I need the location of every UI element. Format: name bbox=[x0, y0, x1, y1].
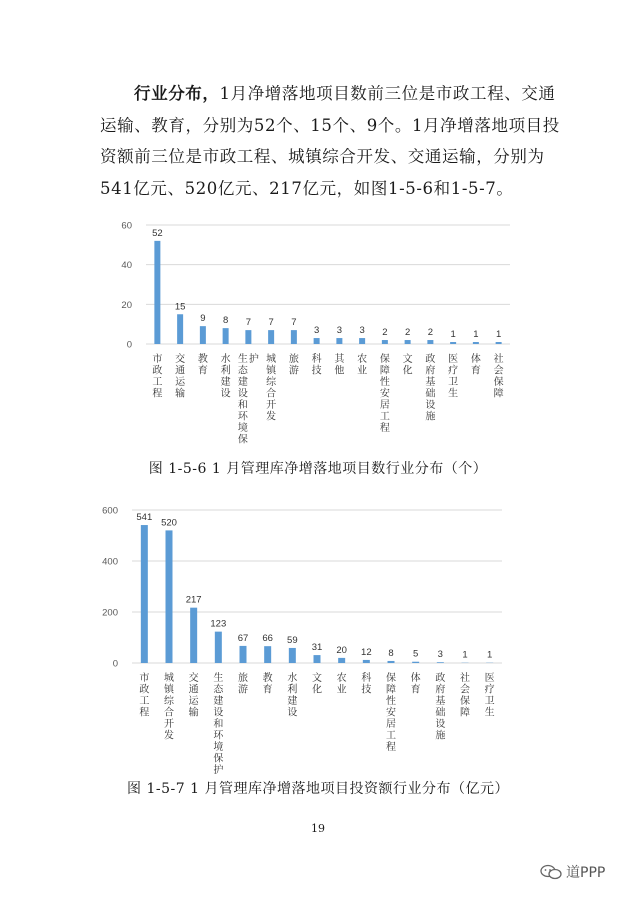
paragraph-body: 1月净增落地项目数前三位是市政工程、交通运输、教育，分别为52个、15个、9个。1月净增落地项目投资额前三位是市政工程、城镇综合开发、交通运输，分别为541亿元、520亿元、217亿元，如图1-5-6和1-5-7。 bbox=[100, 84, 560, 198]
figure-caption-2: 图 1-5-7 1 月管理库净增落地项目投资额行业分布（亿元） bbox=[127, 781, 509, 797]
data-label: 1 bbox=[495, 329, 502, 341]
data-label: 67 bbox=[237, 632, 249, 644]
data-label: 1 bbox=[487, 649, 493, 661]
data-label: 9 bbox=[200, 313, 206, 325]
x-tick-label: 生态建设和环境保护 bbox=[213, 673, 224, 776]
x-tick-label: 水利建设 bbox=[220, 354, 231, 400]
data-label: 7 bbox=[245, 317, 252, 329]
x-tick-label: 体育 bbox=[470, 354, 481, 377]
bar bbox=[291, 330, 297, 344]
data-label: 7 bbox=[291, 317, 297, 329]
x-tick-label: 医疗卫生 bbox=[484, 673, 495, 719]
x-tick-label: 社会保障 bbox=[493, 354, 504, 400]
watermark-text: 道PPP bbox=[566, 865, 606, 881]
bar bbox=[154, 241, 160, 344]
wechat-icon bbox=[540, 864, 562, 880]
data-label: 15 bbox=[174, 301, 186, 313]
data-label: 541 bbox=[136, 512, 153, 524]
y-tick-label: 600 bbox=[102, 505, 118, 517]
data-label: 520 bbox=[161, 517, 177, 529]
bar bbox=[223, 328, 229, 344]
bar bbox=[314, 655, 321, 663]
bar bbox=[388, 661, 395, 663]
bar bbox=[245, 330, 251, 344]
data-label: 8 bbox=[388, 647, 394, 659]
bar bbox=[363, 660, 370, 663]
data-label: 52 bbox=[152, 227, 163, 239]
x-tick-label: 保障性安居工程 bbox=[386, 673, 396, 753]
y-tick-label: 400 bbox=[102, 556, 118, 568]
x-tick-label: 教育 bbox=[197, 354, 208, 377]
x-tick-label: 生态建设和环境保护 bbox=[237, 354, 259, 446]
data-label: 2 bbox=[404, 327, 411, 339]
bar bbox=[359, 338, 365, 344]
x-tick-label: 体育 bbox=[410, 673, 421, 696]
x-tick-label: 旅游 bbox=[288, 354, 299, 377]
bar bbox=[268, 330, 274, 344]
y-tick-label: 200 bbox=[102, 607, 118, 619]
bar bbox=[215, 632, 222, 663]
bar bbox=[382, 340, 388, 344]
bar bbox=[427, 340, 433, 344]
data-label: 3 bbox=[336, 325, 343, 337]
data-label: 31 bbox=[311, 642, 323, 654]
data-label: 217 bbox=[185, 594, 202, 606]
x-tick-label: 农业 bbox=[336, 673, 347, 696]
data-label: 123 bbox=[210, 618, 227, 630]
bar bbox=[200, 326, 206, 344]
data-label: 8 bbox=[222, 315, 229, 327]
x-tick-label: 科技 bbox=[361, 673, 372, 696]
data-label: 3 bbox=[359, 325, 365, 337]
x-tick-label: 科技 bbox=[311, 354, 322, 377]
data-label: 12 bbox=[361, 646, 372, 658]
x-tick-label: 其他 bbox=[334, 354, 345, 377]
x-tick-label: 政府基础设施 bbox=[435, 673, 446, 742]
x-tick-label: 社会保障 bbox=[460, 673, 470, 719]
data-label: 3 bbox=[313, 325, 320, 337]
data-label: 2 bbox=[427, 327, 434, 339]
y-tick-label: 0 bbox=[112, 658, 118, 670]
bar bbox=[405, 340, 411, 344]
bar bbox=[190, 608, 197, 663]
data-label: 3 bbox=[437, 649, 443, 661]
bar bbox=[450, 342, 456, 344]
data-label: 1 bbox=[462, 649, 468, 661]
x-tick-label: 市政工程 bbox=[139, 673, 150, 719]
x-tick-label: 交通运输 bbox=[188, 673, 199, 719]
data-label: 66 bbox=[262, 633, 273, 645]
data-label: 59 bbox=[287, 634, 298, 646]
x-tick-label: 教育 bbox=[262, 673, 273, 696]
y-tick-label: 60 bbox=[121, 220, 132, 232]
bar bbox=[177, 314, 183, 344]
x-tick-label: 城镇综合开发 bbox=[266, 354, 277, 423]
bar bbox=[314, 338, 320, 344]
data-label: 20 bbox=[336, 644, 347, 656]
data-label: 1 bbox=[450, 329, 456, 341]
bar bbox=[141, 525, 148, 663]
data-label: 7 bbox=[268, 317, 274, 329]
x-tick-label: 市政工程 bbox=[152, 354, 163, 400]
x-tick-label: 城镇综合开发 bbox=[164, 673, 174, 742]
x-tick-label: 交通运输 bbox=[175, 354, 186, 400]
chart-investment-amount bbox=[0, 495, 636, 776]
y-tick-label: 40 bbox=[121, 260, 132, 272]
data-label: 5 bbox=[413, 648, 419, 660]
x-tick-label: 保障性安居工程 bbox=[379, 354, 390, 434]
y-tick-label: 20 bbox=[121, 299, 132, 311]
x-tick-label: 农业 bbox=[357, 354, 368, 377]
data-label: 2 bbox=[382, 327, 388, 339]
body-paragraph bbox=[100, 78, 570, 204]
page-number: 19 bbox=[311, 822, 325, 835]
bar bbox=[437, 662, 444, 663]
data-label: 1 bbox=[473, 329, 479, 341]
bar bbox=[496, 342, 502, 344]
bar bbox=[264, 646, 271, 663]
x-tick-label: 水利建设 bbox=[287, 673, 298, 719]
y-tick-label: 0 bbox=[126, 339, 132, 351]
x-tick-label: 政府基础设施 bbox=[425, 354, 436, 423]
x-tick-label: 文化 bbox=[312, 673, 322, 696]
x-tick-label: 旅游 bbox=[238, 673, 248, 696]
chart-project-count bbox=[0, 210, 636, 446]
bar bbox=[336, 338, 342, 344]
figure-caption-1: 图 1-5-6 1 月管理库净增落地项目数行业分布（个） bbox=[148, 461, 488, 477]
x-tick-label: 医疗卫生 bbox=[448, 354, 459, 400]
bar bbox=[473, 342, 479, 344]
watermark bbox=[540, 862, 605, 882]
bar bbox=[338, 658, 345, 663]
bar bbox=[166, 530, 173, 663]
paragraph-lead: 行业分布， bbox=[134, 84, 220, 103]
bar bbox=[412, 662, 419, 663]
bar bbox=[289, 648, 296, 663]
bar bbox=[240, 646, 247, 663]
x-tick-label: 文化 bbox=[402, 354, 413, 377]
